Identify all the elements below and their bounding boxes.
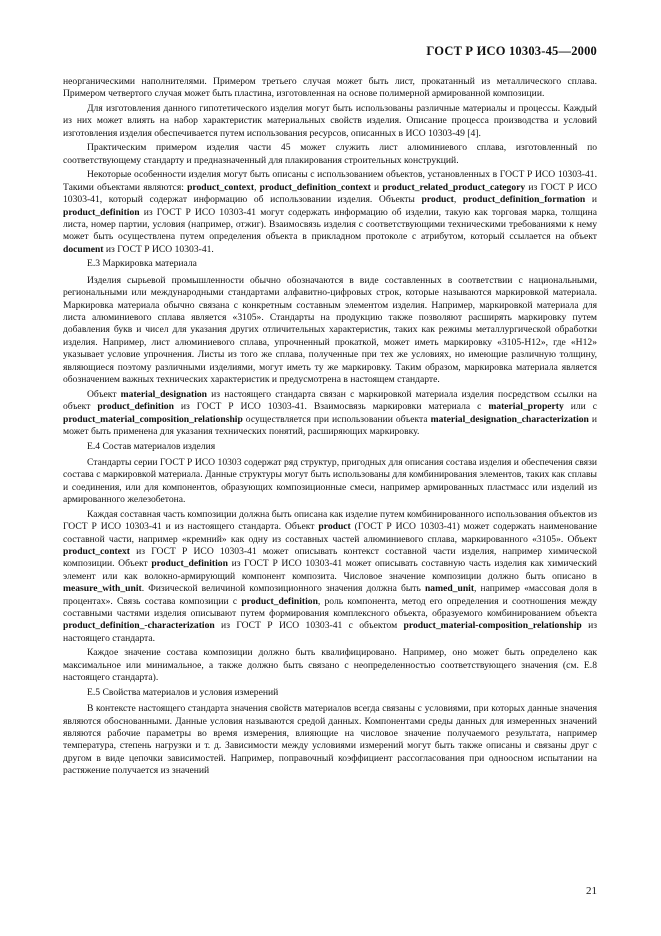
paragraph: Для изготовления данного гипотетического изделия могут быть использованы различные материалы и процессы. Каждый из них может влиять на набор характеристик материальных свойств изделия. Описание процесса производства и условий изготовления изделия обеспечивается путем использования ресурсов, описанных в ИСО 10303-49 [4]. <box>63 103 597 139</box>
paragraph: Некоторые особенности изделия могут быть описаны с использованием объектов, установленных в ГОСТ Р ИСО 10303-41. Такими объектами являются: product_context, product_definition_context и product_related_product_category из ГОСТ Р ИСО 10303-41, который содержат информацию об использовании изделия. Объекты product, product_definition_formation и product_definition из ГОСТ Р ИСО 10303-41 могут содержать информацию об изделии, такую как торговая марка, толщина листа, номер партии, условия (например, отжиг). Взаимосвязь изделия с соответствующими техническими требованиями к нему может быть осуществлена путем определения объекта в прикладном протоколе с атрибутом, который ссылается на объект document из ГОСТ Р ИСО 10303-41. <box>63 169 598 255</box>
page-body <box>63 76 597 780</box>
page-number: 21 <box>586 885 597 897</box>
paragraph: Каждое значение состава композиции должно быть квалифицировано. Например, оно может быть определено как максимальное или минимальное, а также должно быть связано с неопределенностью соответствующего значения (см. Е.8 настоящего стандарта). <box>63 647 597 684</box>
section-heading: Е.5 Свойства материалов и условия измерений <box>87 686 279 698</box>
section-heading: Е.4 Состав материалов изделия <box>87 440 216 452</box>
paragraph: Объект material_designation из настоящего стандарта связан с маркировкой материала изделия посредством ссылки на объект product_definition из ГОСТ Р ИСО 10303-41. Взаимосвязь маркировки материала с material_property или с product_material_composition_relationship осуществляется при использовании объекта material_designation_characterization и может быть применена для указания технических понятий, расширяющих маркировку. <box>63 388 597 437</box>
paragraph: Изделия сырьевой промышленности обычно обозначаются в виде составленных в соответствии с национальными, региональными или международными стандартами алфавитно-цифровых строк, которые называются маркировкой материала. Маркировка материала обычно связана с конкретным составным элементом изделия. Например, маркировкой материала для листа алюминиевого сплава является «3105». Стандарты на продукцию также позволяют расширять маркировку путем добавления букв и чисел для указания других отличительных характеристик, таких как режимы металлургической обработки изделия. Например, лист алюминиевого сплава, упрочненный прокаткой, может иметь маркировку «3105-H12», где «H12» указывает условие упрочнения. Листы из того же сплава, полученные при тех же условиях, но имеющие различную толщину, являющиеся поэтому различными изделиями, могут иметь ту же маркировку. Таким образом, маркировка материала является обозначением важных технических характеристик и предусмотрена в настоящем стандарте. <box>63 274 597 386</box>
paragraph: неорганическими наполнителями. Примером третьего случая может быть лист, прокатанный из металлического сплава. Примером четвертого случая может быть пластина, изготовленная на основе полимерной армированной композиции. <box>63 76 597 100</box>
paragraph: Каждая составная часть композиции должна быть описана как изделие путем комбинированного использования объектов из ГОСТ Р ИСО 10303-41 и из настоящего стандарта. Объект product (ГОСТ Р ИСО 10303-41) может содержать наименование составной части, например «кремний» как одну из составных частей алюминиевого сплава, маркированного «3105». Объект product_context из ГОСТ Р ИСО 10303-41 может описывать контекст составной части изделия, например химической композиции. Объект product_definition из ГОСТ Р ИСО 10303-41 может описывать составную часть изделия как химический элемент или как волокно-армирующий компонент композита. Числовое значение композиции должно быть описано в measure_with_unit. Физической величиной композиционного значения должна быть named_unit, например «массовая доля в процентах». Связь состава композиции с product_definition, роль компонента, метод его определения и соотношения между составными частями изделия описывают путем формирования комплексного объекта, образуемого комбинированием объекта product_definition_-characterization из ГОСТ Р ИСО 10303-41 с объектом product_material-composition_relationship из настоящего стандарта. <box>63 508 598 644</box>
paragraph: В контексте настоящего стандарта значения свойств материалов всегда связаны с условиями, при которых данные значения являются обоснованными. Данные условия называются средой данных. Компонентами среды данных для измеренных значений являются рабочие параметры во время измерения, влияющие на числовое значение получаемого результата, например температура, степень нагрузки и т. д. Зависимости между условиями измерений могут быть также описаны и связаны друг с другом в виде цепочки зависимостей. Например, поправочный коэффициент рассогласования при одноосном испытании на растяжение получается из значений <box>63 703 597 777</box>
running-header: ГОСТ Р ИСО 10303-45—2000 <box>426 44 597 58</box>
paragraph: Практическим примером изделия части 45 может служить лист алюминиевого сплава, изготовленный по соответствующему стандарту и предназначенный для плакирования строительных конструкций. <box>63 142 597 166</box>
paragraph: Стандарты серии ГОСТ Р ИСО 10303 содержат ряд структур, пригодных для описания состава изделия и обеспечения связи состава с маркировкой материала. Данные структуры могут быть использованы для комбинирования элементов, таких как сплавы и соединения, или для компонентов, образующих композиционные смеси, например армированных пластмасс или изделий из армированного железобетона. <box>63 456 597 506</box>
section-heading: Е.3 Маркировка материала <box>87 258 197 270</box>
